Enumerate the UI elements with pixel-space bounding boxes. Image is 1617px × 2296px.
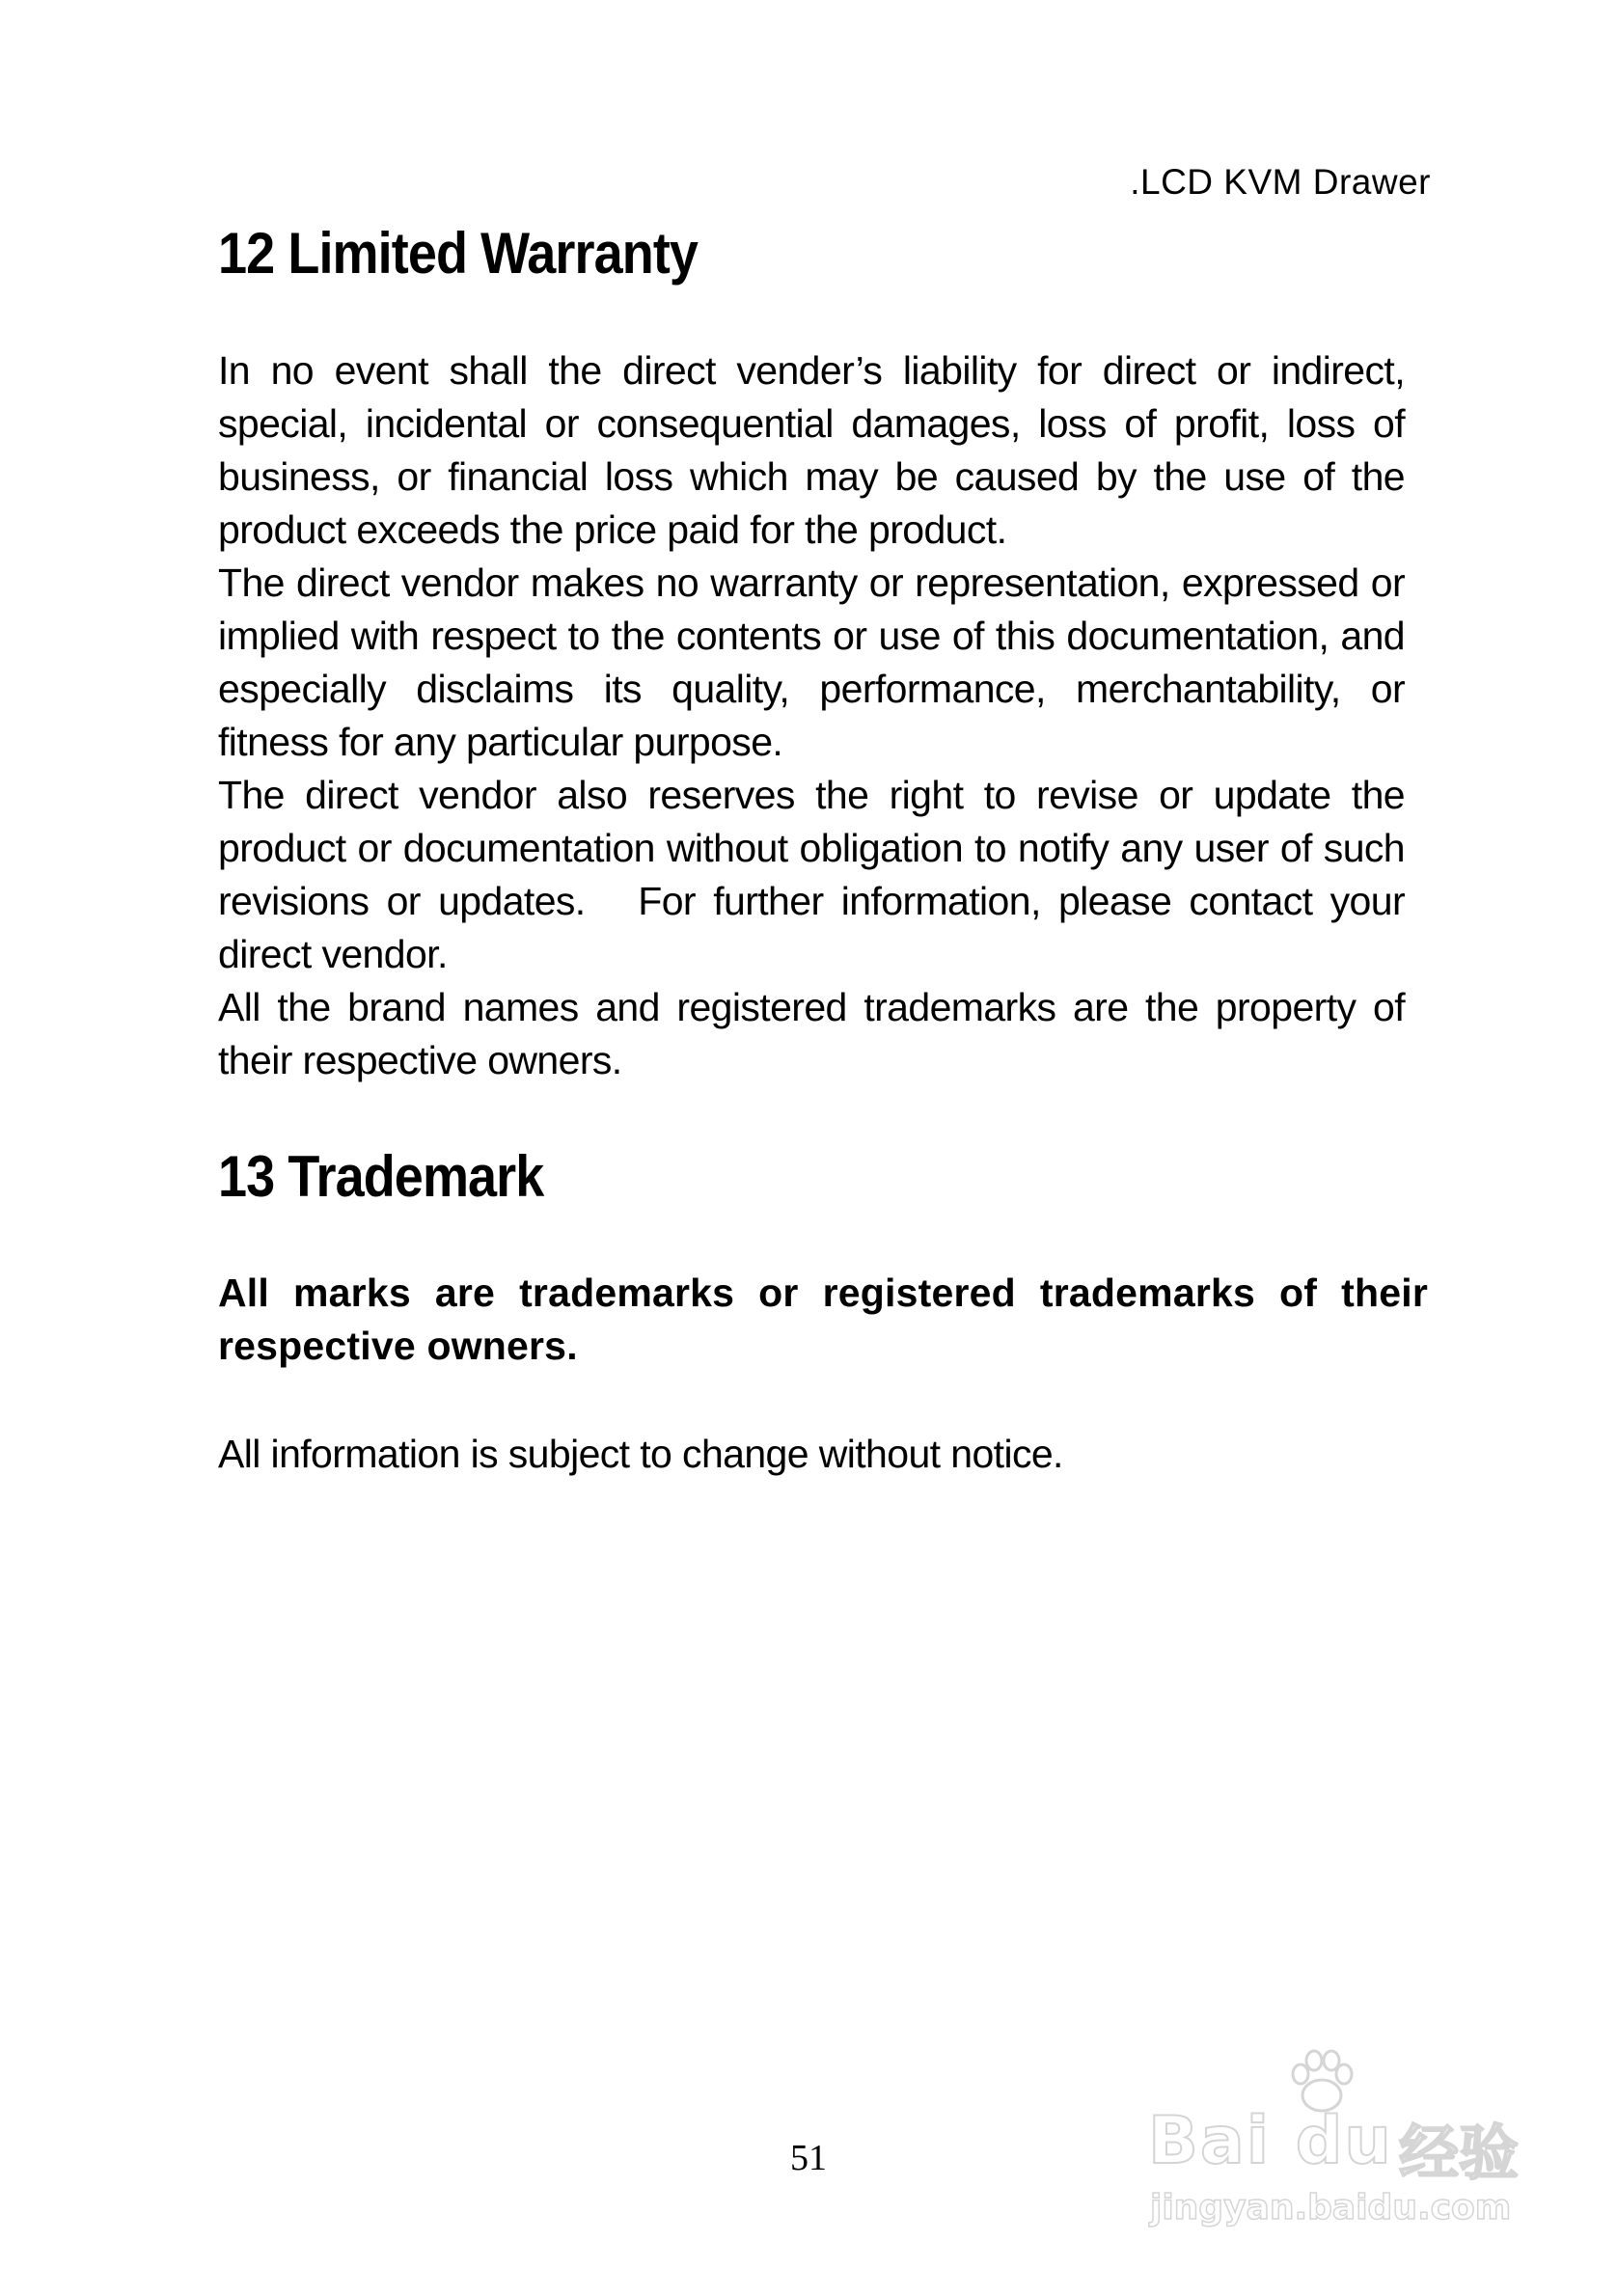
trademark-statement: All marks are trademarks or registered trademarks of their respective owners.: [218, 1271, 1428, 1368]
warranty-paragraph: In no event shall the direct vender’s liability for direct or indirect, special, incidental or consequential damages, loss of profit, loss of business, or financial loss which may be caused by the use of the product exceeds the price paid for the product.: [218, 348, 1405, 552]
watermark-url: jingyan.baidu.com: [1150, 2188, 1512, 2228]
warranty-paragraph: The direct vendor also reserves the right to revise or update the product or documentation without obligation to notify any user of such revisions or updates. For further information, please contact your direct vendor.: [218, 773, 1415, 976]
page-number: 51: [790, 2138, 827, 2178]
warranty-paragraph: The direct vendor makes no warranty or representation, expressed or implied with respect to the contents or use of this documentation, and especially disclaims its quality, performance, merchantability, or fitness for any particular purpose.: [218, 560, 1405, 764]
running-header: .LCD KVM Drawer: [1130, 162, 1431, 202]
section-title-trademark: 13 Trademark: [218, 1144, 544, 1209]
section-title-warranty: 12 Limited Warranty: [218, 221, 699, 286]
change-notice: All information is subject to change without notice.: [218, 1432, 1063, 1476]
warranty-body: [218, 344, 1415, 1087]
warranty-paragraph: All the brand names and registered trademarks are the property of their respective owners.: [218, 985, 1405, 1082]
watermark-brand: Bai du: [1148, 2103, 1393, 2179]
watermark-cn: 经验: [1399, 2118, 1520, 2188]
watermark-logo: [1148, 2045, 1553, 2238]
